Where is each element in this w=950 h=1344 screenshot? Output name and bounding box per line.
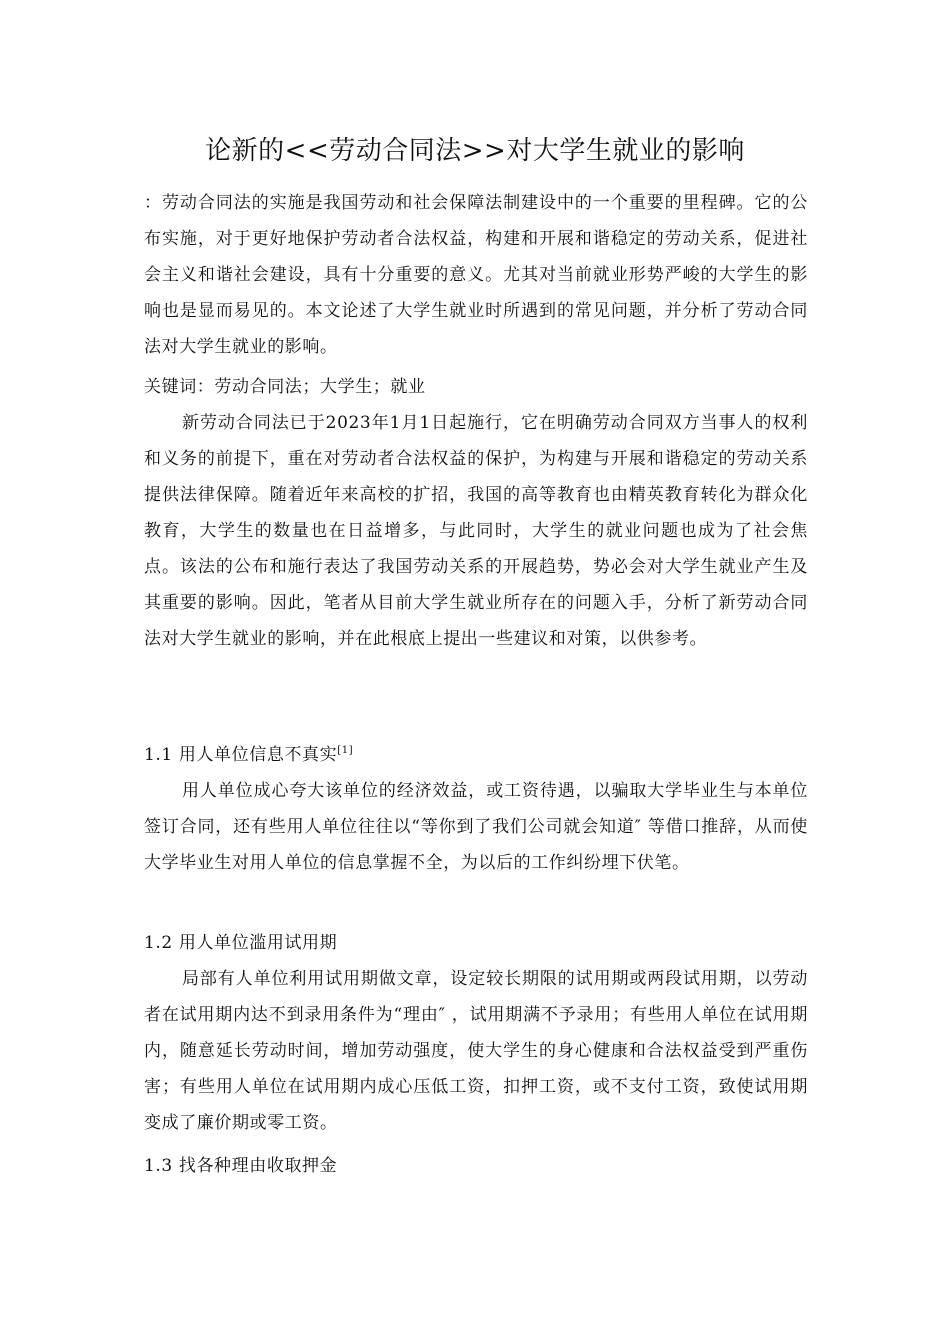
abstract-paragraph: ：劳动合同法的实施是我国劳动和社会保障法制建设中的一个重要的里程碑。它的公布实施，对于更好地保护劳动者合法权益，构建和开展和谐稳定的劳动关系，促进社会主义和谐社会建设，具有十分重要的意义。尤其对当前就业形势严峻的大学生的影响也是显而易见的。本文论述了大学生就业时所遇到的常见问题，并分析了劳动合同法对大学生就业的影响。 — [144, 193, 808, 357]
reference-marker: [1] — [337, 745, 354, 756]
section-1-1-heading-text: 1.1 用人单位信息不真实 — [144, 745, 338, 765]
intro-paragraph: 新劳动合同法已于2023年1月1日起施行，它在明确劳动合同双方当事人的权利和义务的前提下，重在对劳动者合法权益的保护，为构建与开展和谐稳定的劳动关系提供法律保障。随着近年来高校的扩招，我国的高等教育也由精英教育转化为群众化教育，大学生的数量也在日益增多，与此同时，大学生的就业问题也成为了社会焦点。该法的公布和施行表达了我国劳动关系的开展趋势，势必会对大学生就业产生及其重要的影响。因此，笔者从目前大学生就业所存在的问题入手，分析了新劳动合同法对大学生就业的影响，并在此根底上提出一些建议和对策，以供参考。 — [144, 413, 808, 649]
section-1-1-heading — [144, 737, 353, 773]
section-1-1-body: 用人单位成心夸大该单位的经济效益，或工资待遇，以骗取大学毕业生与本单位签订合同，还有些用人单位往往以“等你到了我们公司就会知道″ 等借口推辞，从而使大学毕业生对用人单位的信息掌握不全，为以后的工作纠纷埋下伏笔。 — [144, 781, 808, 873]
section-1-2-heading: 1.2 用人单位滥用试用期 — [144, 933, 338, 953]
section-1-3-heading: 1.3 找各种理由收取押金 — [144, 1156, 338, 1176]
section-1-2-body: 局部有人单位利用试用期做文章，设定较长期限的试用期或两段试用期，以劳动者在试用期内达不到录用条件为“理由″ ，试用期满不予录用；有些用人单位在试用期内，随意延长劳动时间，增加劳动强度，使大学生的身心健康和合法权益受到严重伤害；有些用人单位在试用期内成心压低工资，扣押工资，或不支付工资，致使试用期变成了廉价期或零工资。 — [144, 969, 808, 1133]
document-title: 论新的<<劳动合同法>>对大学生就业的影响 — [205, 136, 745, 166]
keywords-line: 关键词：劳动合同法；大学生；就业 — [144, 377, 426, 397]
